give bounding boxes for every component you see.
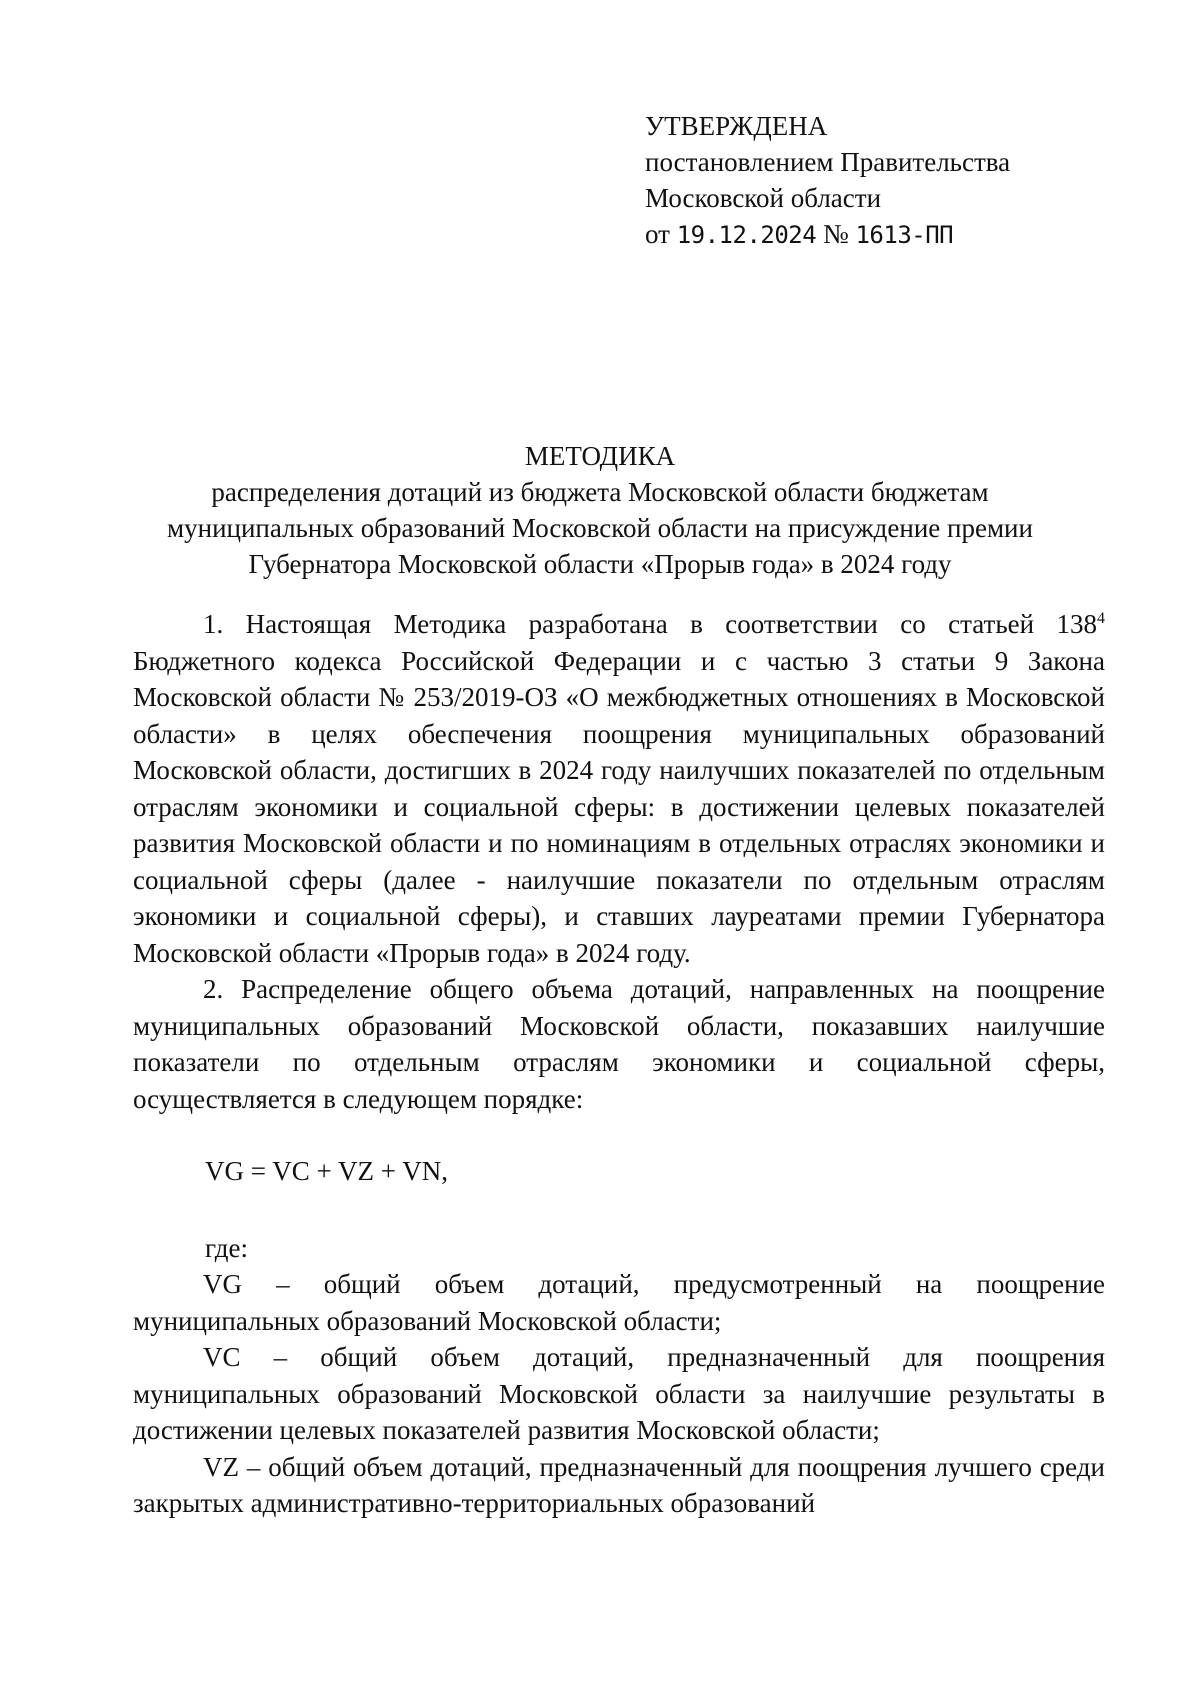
approval-title: УТВЕРЖДЕНА: [645, 111, 828, 141]
paragraph-1: [133, 606, 1105, 971]
approval-number: 1613-ПП: [855, 221, 954, 249]
title-line-1: распределения дотаций из бюджета Московской области бюджетам: [211, 477, 989, 507]
formula: VG = VC + VZ + VN,: [205, 1156, 448, 1186]
approval-line-resolution: постановлением Правительства: [645, 147, 1011, 177]
approval-date-line: [645, 216, 1010, 253]
paragraph-1-rest: Бюджетного кодекса Российской Федерации и с частью 3 статьи 9 Закона Московской области № 253/2019-ОЗ «О межбюджетных отношениях в Московской области» в целях обеспечения поощрения муниципальных образований Московской области, достигших в 2024 году наилучших показателей по отдельным отраслям экономики и социальной сферы: в достижении целевых показателей развития Московской области и по номинациям в отдельных отраслях экономики и социальной сферы (далее - наилучшие показатели по отдельным отраслям экономики и социальной сферы), и ставших лауреатами премии Губернатора Московской области «Прорыв года» в 2024 году.: [133, 645, 1105, 968]
paragraph-2: 2. Распределение общего объема дотаций, направленных на поощрение муниципальных образований Московской области, показавших наилучшие показатели по отдельным отраслям экономики и социальной сферы, осуществляется в следующем порядке:: [133, 974, 1105, 1114]
document-heading: МЕТОДИКА: [524, 441, 676, 471]
definition-vz: VZ – общий объем дотаций, предназначенный для поощрения лучшего среди закрытых административно-территориальных образований: [133, 1451, 1105, 1518]
title-line-2: муниципальных образований Московской области на присуждение премии: [167, 513, 1033, 543]
approval-prefix: от: [645, 219, 670, 249]
document-body: [133, 606, 1105, 1522]
where-label: где:: [205, 1232, 248, 1263]
approval-line-region: Московской области: [645, 183, 882, 213]
title-line-3: Губернатора Московской области «Прорыв года» в 2024 году: [248, 549, 952, 579]
paragraph-1-superscript: 4: [1097, 610, 1105, 627]
approval-stamp: [645, 108, 1010, 253]
document-title-block: [100, 438, 1100, 582]
definition-vg: VG – общий объем дотаций, предусмотренный на поощрение муниципальных образований Московской области;: [133, 1269, 1105, 1336]
paragraph-1-lead: 1. Настоящая Методика разработана в соответствии со статьей 138: [203, 609, 1097, 639]
definition-vc: VC – общий объем дотаций, предназначенный для поощрения муниципальных образований Московской области за наилучшие результаты в достижении целевых показателей развития Московской области;: [133, 1342, 1105, 1445]
approval-number-sign: №: [822, 219, 849, 249]
approval-date: 19.12.2024: [676, 221, 817, 249]
